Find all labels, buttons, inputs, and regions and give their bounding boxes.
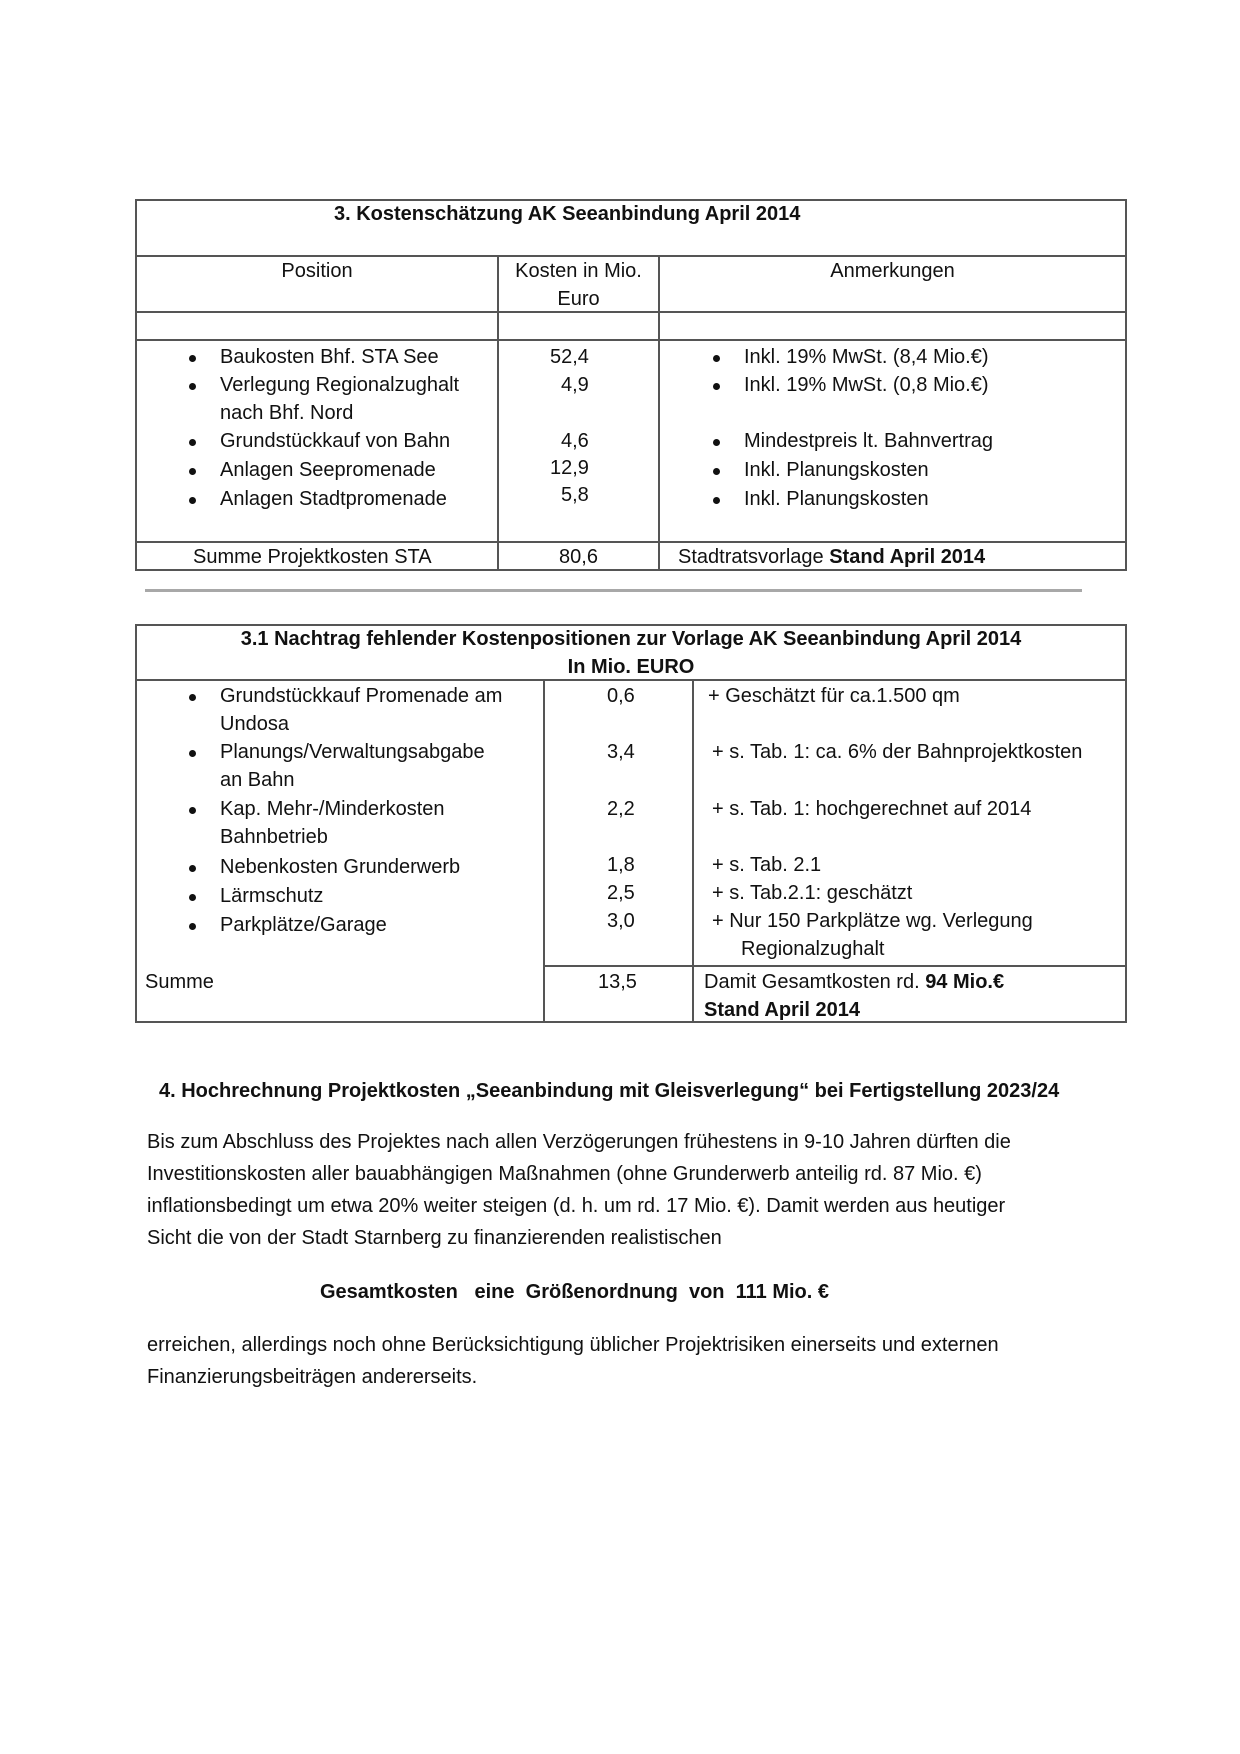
table-row-note: Inkl. Planungskosten: [744, 459, 929, 481]
column-header-cost: Kosten in Mio.: [515, 260, 642, 282]
bullet-icon: [189, 468, 196, 475]
table-row-position: Anlagen Stadtpromenade: [220, 488, 447, 510]
bullet-icon: [713, 355, 720, 362]
paragraph-line: inflationsbedingt um etwa 20% weiter steigen (d. h. um rd. 17 Mio. €). Damit werden aus heutiger: [147, 1195, 1006, 1217]
table-row-position: Grundstückkauf von Bahn: [220, 430, 451, 452]
bullet-icon: [189, 355, 196, 362]
bullet-icon: [189, 923, 196, 930]
bullet-icon: [189, 750, 196, 757]
bullet-icon: [189, 894, 196, 901]
table-row-position: Nebenkosten Grunderwerb: [220, 856, 461, 878]
table-row-position-cont: nach Bhf. Nord: [220, 402, 354, 424]
table-row-note: Inkl. Planungskosten: [744, 488, 929, 510]
separator-rule: [145, 589, 1082, 592]
bullet-icon: [189, 439, 196, 446]
table-row-note: + s. Tab.2.1: geschätzt: [712, 882, 913, 904]
paragraph-line: Finanzierungsbeiträgen andererseits.: [147, 1366, 478, 1388]
table-3-title: 3. Kostenschätzung AK Seeanbindung April 2014: [334, 203, 801, 225]
table-row-cost: 2,2: [607, 798, 635, 820]
section-4-paragraph-1: [147, 1126, 1087, 1254]
table-3-sum-note: Stadtratsvorlage Stand April 2014: [678, 546, 986, 568]
column-header-position: Position: [281, 260, 353, 282]
table-3-1-sum-label: Summe: [145, 971, 214, 993]
table-row-cost: 12,9: [550, 457, 589, 479]
table-row-note: Inkl. 19% MwSt. (8,4 Mio.€): [744, 346, 989, 368]
bullet-icon: [189, 694, 196, 701]
bullet-icon: [189, 383, 196, 390]
table-row-position-cont: Bahnbetrieb: [220, 826, 328, 848]
table-row-cost: 3,0: [607, 910, 635, 932]
table-3-sum-label: Summe Projektkosten STA: [193, 546, 432, 568]
table-row-position-cont: an Bahn: [220, 769, 295, 791]
table-row-note: Mindestpreis lt. Bahnvertrag: [744, 430, 994, 452]
bullet-icon: [713, 468, 720, 475]
table-row-note: + s. Tab. 2.1: [712, 854, 822, 876]
bullet-icon: [189, 807, 196, 814]
bullet-icon: [189, 497, 196, 504]
table-row-position: Parkplätze/Garage: [220, 914, 387, 936]
column-header-cost-unit: Euro: [557, 288, 600, 310]
total-cost-highlight: Gesamtkosten eine Größenordnung von 111 Mio. €: [320, 1281, 830, 1303]
bullet-icon: [713, 497, 720, 504]
table-row-note: + s. Tab. 1: ca. 6% der Bahnprojektkosten: [712, 741, 1083, 763]
table-row-note: Inkl. 19% MwSt. (0,8 Mio.€): [744, 374, 989, 396]
table-row-position: Baukosten Bhf. STA See: [220, 346, 439, 368]
section-4-paragraph-2: [147, 1329, 1087, 1393]
table-row-position: Anlagen Seepromenade: [220, 459, 436, 481]
table-row-cost: 52,4: [550, 346, 589, 368]
column-header-notes: Anmerkungen: [830, 260, 955, 282]
table-row-position: Grundstückkauf Promenade am: [220, 685, 503, 707]
table-3-1-sum-value: 13,5: [598, 971, 637, 993]
table-row-position: Kap. Mehr-/Minderkosten: [220, 798, 445, 820]
bullet-icon: [713, 439, 720, 446]
table-row-cost: 3,4: [607, 741, 635, 763]
table-3-1-title: 3.1 Nachtrag fehlender Kostenpositionen zur Vorlage AK Seeanbindung April 2014: [240, 628, 1022, 650]
bullet-icon: [713, 383, 720, 390]
table-row-position: Lärmschutz: [220, 885, 324, 907]
section-4-heading: 4. Hochrechnung Projektkosten „Seeanbindung mit Gleisverlegung“ bei Fertigstellung 2023/24: [159, 1080, 1060, 1102]
table-row-position: Verlegung Regionalzughalt: [220, 374, 460, 396]
table-3-1-subtitle: In Mio. EURO: [567, 656, 695, 678]
table-row-position: Planungs/Verwaltungsabgabe: [220, 741, 485, 763]
paragraph-line: erreichen, allerdings noch ohne Berücksichtigung üblicher Projektrisiken einerseits und externen: [147, 1334, 999, 1356]
table-row-cost: 1,8: [607, 854, 635, 876]
table-row-note-cont: Regionalzughalt: [741, 938, 885, 960]
table-row-cost: 4,6: [561, 430, 589, 452]
table-row-cost: 5,8: [561, 484, 589, 506]
paragraph-line: Sicht die von der Stadt Starnberg zu finanzierenden realistischen: [147, 1227, 722, 1249]
table-row-position-cont: Undosa: [220, 713, 289, 735]
table-row-cost: 4,9: [561, 374, 589, 396]
table-3-1-sum-note-date: Stand April 2014: [704, 999, 860, 1021]
table-3-1-sum-note: Damit Gesamtkosten rd. 94 Mio.€: [704, 971, 1005, 993]
table-row-note: + Nur 150 Parkplätze wg. Verlegung: [712, 910, 1033, 932]
table-row-note: + Geschätzt für ca.1.500 qm: [708, 685, 960, 707]
bullet-icon: [189, 865, 196, 872]
paragraph-line: Investitionskosten aller bauabhängigen Maßnahmen (ohne Grunderwerb anteilig rd. 87 Mio. €): [147, 1163, 982, 1185]
table-3-sum-value: 80,6: [559, 546, 598, 568]
paragraph-line: Bis zum Abschluss des Projektes nach allen Verzögerungen frühestens in 9-10 Jahren dürften die: [147, 1131, 1011, 1153]
table-row-cost: 0,6: [607, 685, 635, 707]
table-row-cost: 2,5: [607, 882, 635, 904]
table-row-note: + s. Tab. 1: hochgerechnet auf 2014: [712, 798, 1032, 820]
